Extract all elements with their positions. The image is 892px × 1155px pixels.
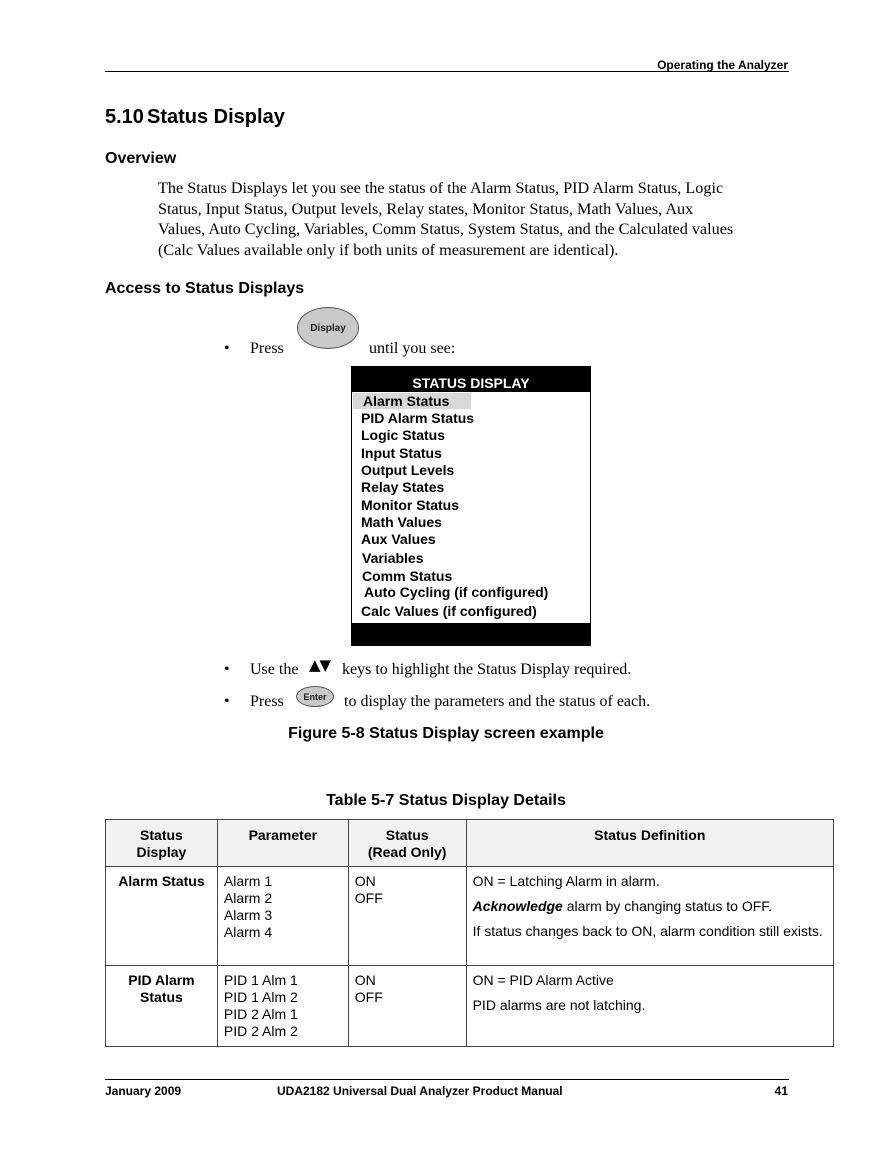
- row-parameters: [217, 966, 348, 1047]
- definition-line: ON = Latching Alarm in alarm.: [472, 873, 660, 889]
- running-header: Operating the Analyzer: [657, 58, 788, 72]
- status-display-screen: [351, 366, 591, 646]
- param-item: Alarm 2: [223, 890, 273, 906]
- display-key-icon: [297, 307, 359, 349]
- param-item: PID 1 Alm 2: [223, 989, 298, 1005]
- status-value: ON: [354, 972, 376, 988]
- table-caption: Table 5-7 Status Display Details: [326, 792, 566, 809]
- bullet-step-1: •: [224, 340, 230, 357]
- definition-line: If status changes back to ON, alarm condition still exists.: [472, 923, 823, 939]
- param-item: Alarm 4: [223, 924, 273, 940]
- header-status-l2: (Read Only): [367, 844, 447, 860]
- step-2-after: keys to highlight the Status Display required.: [342, 661, 632, 678]
- status-value: ON: [354, 873, 376, 889]
- step-1-before: Press: [250, 340, 284, 357]
- row-status-display: [106, 867, 218, 966]
- bullet-step-3: •: [224, 693, 230, 710]
- row-parameters: [217, 867, 348, 966]
- header-status: [348, 820, 466, 867]
- header-status-display-l1: Status: [140, 827, 183, 843]
- param-item: PID 2 Alm 2: [223, 1023, 298, 1039]
- footer-manual-title: UDA2182 Universal Dual Analyzer Product Manual: [277, 1084, 563, 1098]
- header-status-display-l2: Display: [136, 844, 187, 860]
- screen-item-math-values: Math Values: [361, 514, 442, 530]
- overview-heading: Overview: [105, 150, 177, 167]
- bullet-step-2: •: [224, 661, 230, 678]
- table-header-row: [106, 820, 834, 867]
- definition-emphasis: Acknowledge: [472, 898, 563, 914]
- header-status-display: [106, 820, 218, 867]
- definition-rest: alarm by changing status to OFF.: [562, 898, 773, 914]
- status-value: OFF: [354, 989, 383, 1005]
- screen-item-alarm-status: Alarm Status: [353, 393, 471, 409]
- enter-key-icon: [296, 686, 334, 707]
- display-key-label: Display: [310, 322, 346, 334]
- overview-line: Values, Auto Cycling, Variables, Comm Status, System Status, and the Calculated values: [158, 220, 734, 238]
- screen-item-variables: Variables: [362, 550, 424, 566]
- row-definition: [466, 966, 833, 1047]
- row-status-display: [106, 966, 218, 1047]
- screen-item-aux-values: Aux Values: [361, 531, 436, 547]
- step-2-before: Use the: [250, 661, 299, 678]
- screen-title: STATUS DISPLAY: [352, 367, 590, 392]
- screen-item-calc-values: Calc Values (if configured): [361, 603, 537, 619]
- row-display-l1: Alarm Status: [118, 873, 205, 889]
- row-status: [348, 966, 466, 1047]
- table-row: [106, 966, 834, 1047]
- section-title: [105, 106, 285, 129]
- step-3-before: Press: [250, 693, 284, 710]
- screen-item-auto-cycling: Auto Cycling (if configured): [364, 584, 549, 600]
- section-title-text: Status Display: [147, 106, 285, 128]
- status-value: OFF: [354, 890, 383, 906]
- screen-footer-bar: [352, 623, 590, 645]
- overview-line: The Status Displays let you see the status of the Alarm Status, PID Alarm Status, Logic: [158, 179, 724, 197]
- header-rule: [105, 71, 789, 72]
- screen-item-monitor-status: Monitor Status: [361, 497, 459, 513]
- page-number: 41: [774, 1084, 788, 1098]
- param-item: PID 1 Alm 1: [223, 972, 298, 988]
- header-parameter: Parameter: [217, 820, 348, 867]
- row-display-l2: Status: [140, 989, 183, 1005]
- footer-rule: [105, 1079, 789, 1080]
- param-item: Alarm 1: [223, 873, 273, 889]
- overview-paragraph: [158, 178, 798, 260]
- screen-item-comm-status: Comm Status: [362, 568, 453, 584]
- screen-item-relay-states: Relay States: [361, 479, 445, 495]
- header-status-definition: Status Definition: [466, 820, 833, 867]
- screen-item-pid-alarm-status: PID Alarm Status: [361, 410, 475, 426]
- row-definition: [466, 867, 833, 966]
- param-item: Alarm 3: [223, 907, 273, 923]
- step-3-after: to display the parameters and the status of each.: [344, 693, 651, 710]
- up-down-arrow-keys-icon: ▲▼: [309, 656, 331, 674]
- screen-item-input-status: Input Status: [361, 445, 442, 461]
- overview-line: Status, Input Status, Output levels, Relay states, Monitor Status, Math Values, Aux: [158, 199, 694, 218]
- table-row: [106, 867, 834, 966]
- definition-line: PID alarms are not latching.: [472, 997, 646, 1013]
- definition-line: ON = PID Alarm Active: [472, 972, 614, 988]
- overview-line: (Calc Values available only if both units of measurement are identical).: [158, 240, 619, 259]
- access-heading: Access to Status Displays: [105, 280, 305, 297]
- header-status-l1: Status: [385, 827, 429, 843]
- step-1-after: until you see:: [369, 340, 456, 357]
- row-display-l1: PID Alarm: [128, 972, 195, 988]
- enter-key-label: Enter: [303, 691, 327, 702]
- section-number: 5.10: [105, 106, 144, 128]
- screen-item-output-levels: Output Levels: [361, 462, 455, 478]
- status-display-details-table: [105, 819, 834, 1047]
- row-status: [348, 867, 466, 966]
- figure-caption: Figure 5-8 Status Display screen example: [288, 725, 604, 742]
- footer-date: January 2009: [105, 1084, 182, 1098]
- screen-item-logic-status: Logic Status: [361, 427, 446, 443]
- definition-line: [473, 898, 827, 915]
- param-item: PID 2 Alm 1: [223, 1006, 298, 1022]
